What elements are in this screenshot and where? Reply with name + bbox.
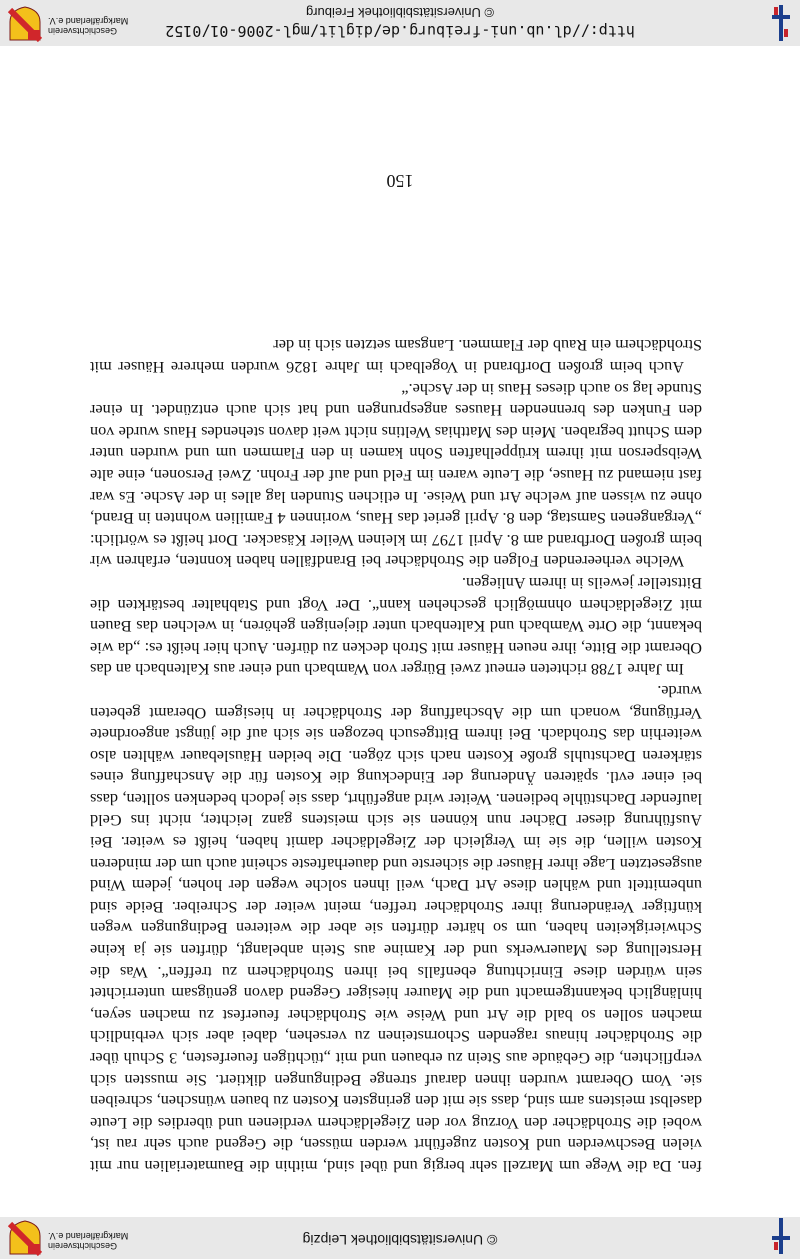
society-name: Geschichtsverein Markgräflerland e.V. (48, 16, 129, 36)
society-crest-icon (8, 6, 42, 42)
society-crest-icon (8, 1220, 42, 1256)
library-copyright: © Universitätsbibliothek Leipzig (302, 1232, 498, 1248)
viewer-header-bar (0, 1217, 800, 1259)
page-number: 150 (386, 171, 414, 191)
society-name: Geschichtsverein Markgräflerland e.V. (48, 1231, 129, 1251)
library-copyright: © Universitätsbibliothek Freiburg (305, 5, 495, 20)
paragraph: fen. Da die Wege um Marzell sehr bergig und übel sind, mithin die Baumaterialien nur mit vielen Beschwerden und Kosten zugeführt werden müssen, die Gegend auch sehr rau ist, wobei die Strohdächer den Vorzug vor den Ziegeldächern verdienen und überdies die Leute daselbst meistens arm sind, dass sie mit den geringsten Kosten zu bauen wünschen, schreiben sie. Vom Oberamt wurden ihnen darauf strenge Bedingungen diktiert. Sie mussten sich verpflichten, die Gebäude aus Stein zu erbauen und mit „tüchtigen feuerfesten, 3 Schuh über die Strohdächer hinaus ragenden Schornsteinen zu versehen, dabei aber sich verbindlich machen sollen so bald die Art und Weise wie Strohdächer feuerfest zu machen seyen, hinlänglich bekanntgemacht und die Maurer hiesiger Gegend davon genügsam unterrichtet sein würden diese Einrichtung ebenfalls bei ihren Strohdächern zu treffen“. Was die Herstellung des Mauerwerks und der Kamine aus Stein anbelangt, dürften sie ja keine Schwierigkeiten haben, um so härter dürften sie aber die weiteren Bedingungen wegen künftiger Veränderung ihrer Strohdächer treffen, meint weiter der Schreiber. Beide sind unbemittelt und wählen diese Art Dach, weil ihnen solche wegen der hohen, jedem Wind ausgesetzten Lage ihrer Häuser die sicherste und dauerhafteste scheint auch um der minderen Kosten willen, die sie im Vergleich der Ziegeldächer damit haben, heißt es weiter. Bei Ausführung dieser Dächer nun können sie sich meistens ganz leichter, nicht ins Geld laufender Dachstühle bedienen. Weiter wird angeführt, dass sie jedoch bedenken sollten, dass bei einer evtl. späteren Änderung der Eindeckung die Kosten für die Anschaffung eines stärkeren Dachstuhls große Kosten nach sich zögen. Die beiden Häuslebauer wählten also weiterhin das Strohdach. Bei ihrem Bittgesuch bezogen sie sich auf die jüngst angeordnete Verfügung, wonach um die Abschaffung der Strohdächer in hiesigem Oberamt gebeten wurde. (90, 681, 702, 1176)
page-url-link[interactable]: http://dl.ub.uni-freiburg.de/diglit/mgl-2006-01/0152 (165, 22, 635, 40)
paragraph: Im Jahre 1788 richteten erneut zwei Bürger von Wambach und einer aus Kaltenbach an das Oberamt die Bitte, ihre neuen Häuser mit Stroh decken zu dürfen. Auch hier heißt es: „da wie bekannt, die Orte Wambach und Kaltenbach unter diejenigen gehören, in welchen das Bauen mit Ziegeldächern ohnmöglich geschehen kann“. Der Vogt und Stabhalter bestärkten die Bittsteller jeweils in ihrem Anliegen. (90, 573, 702, 680)
page-body-text (90, 335, 702, 1177)
paragraph: Auch beim großen Dorfbrand in Vogelbach im Jahre 1826 wurden mehrere Häuser mit Strohdächern ein Raub der Flammen. Langsam setzten sich in der (90, 336, 702, 378)
viewer-footer-bar (0, 0, 800, 46)
paragraph: Welche verheerenden Folgen die Strohdächer bei Brandfällen haben konnten, erfahren wir beim großen Dorfbrand am 8. April 1797 im kleinen Weiler Käsacker. Dort heißt es wörtlich: „Vergangenen Samstag, den 8. April geriet das Haus, worinnen 4 Familien wohnten in Brand, ohne zu wissen auf welche Art und Weise. In etlichen Stunden lag alles in der Asche. Es war fast niemand zu Hause, die Leute waren im Feld und auf der Frohn. Zwei Personen, eine alte Weibsperson mit ihrem krüppelhaften Sohn kamen in den Flammen um und wurden unter dem Schutt begraben. Mein des Matthias Weltins nicht weit davon stehendes Haus wurde von den Funken des brennenden Hauses angesprungen und hat sich auch entzündet. In einer Stunde lag so auch dieses Haus in der Asche.“ (90, 379, 702, 572)
